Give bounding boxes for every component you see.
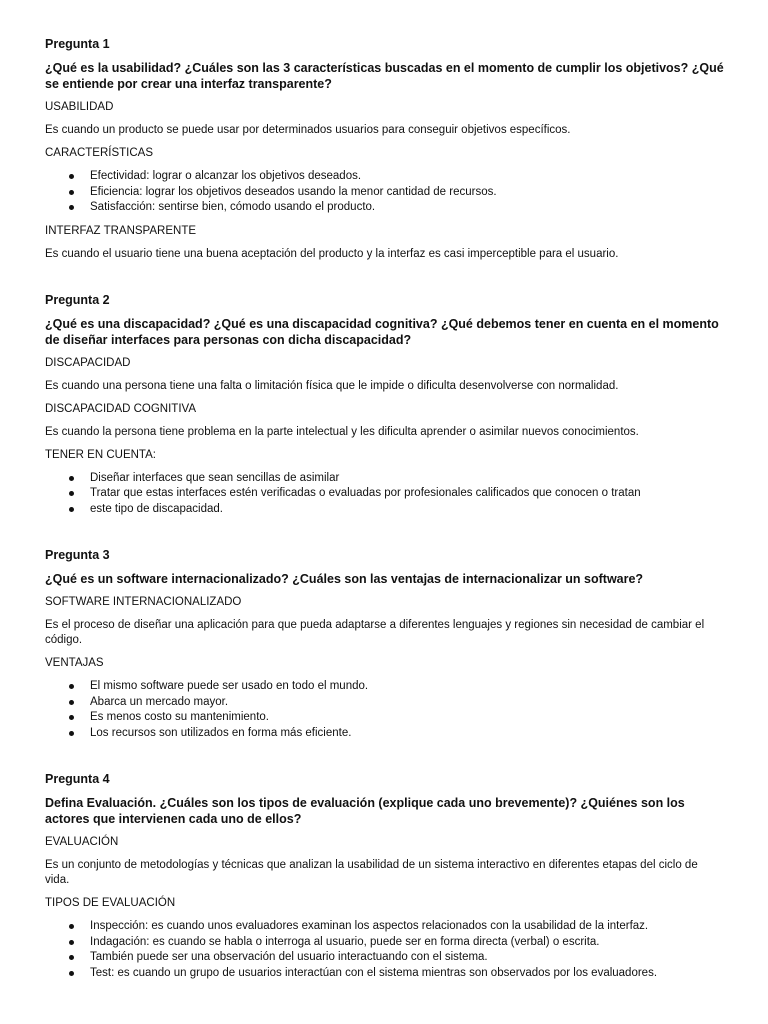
list-item-text: Inspección: es cuando unos evaluadores examinan los aspectos relacionados con la usabilidad de la interfaz. — [90, 920, 649, 932]
list-item — [45, 200, 725, 216]
list-item — [45, 919, 725, 935]
answer-heading: EVALUACIÓN — [45, 836, 119, 848]
list-item-text: También puede ser una observación del usuario interactuando con el sistema. — [90, 951, 488, 963]
section-pregunta-1 — [45, 36, 725, 262]
section-pregunta-4 — [45, 771, 725, 981]
answer-heading: DISCAPACIDAD COGNITIVA — [45, 402, 197, 415]
answer-heading: TIPOS DE EVALUACIÓN — [45, 897, 176, 909]
bullet-icon — [69, 174, 74, 179]
list-item — [45, 471, 725, 487]
bullet-list — [45, 471, 725, 518]
section-spacer — [45, 749, 725, 771]
question-number: Pregunta 2 — [45, 292, 110, 307]
bullet-icon — [69, 491, 74, 496]
list-item-text: Es menos costo su mantenimiento. — [90, 711, 269, 723]
answer-heading: TENER EN CUENTA: — [45, 448, 156, 461]
bullet-icon — [69, 476, 74, 481]
list-item-text: Abarca un mercado mayor. — [90, 695, 229, 708]
list-item — [45, 935, 725, 951]
list-item — [45, 185, 725, 201]
list-item — [45, 710, 725, 726]
document-page — [45, 36, 725, 989]
answer-paragraph: Es un conjunto de metodologías y técnicas que analizan la usabilidad de un sistema interactivo en diferentes etapas del ciclo de vida. — [45, 859, 698, 886]
answer-heading: INTERFAZ TRANSPARENTE — [45, 224, 197, 237]
bullet-icon — [69, 684, 74, 689]
bullet-list — [45, 919, 725, 981]
list-item-text: Test: es cuando un grupo de usuarios interactúan con el sistema mientras son observados por los evaluadores. — [90, 966, 658, 979]
question-number: Pregunta 1 — [45, 37, 110, 51]
answer-paragraph: Es cuando el usuario tiene una buena aceptación del producto y la interfaz es casi imperceptible para el usuario. — [45, 247, 619, 260]
bullet-icon — [69, 205, 74, 210]
list-item — [45, 695, 725, 711]
list-item-text: Tratar que estas interfaces estén verificadas o evaluadas por profesionales calificados que conocen o tratan — [90, 487, 641, 499]
answer-paragraph: Es cuando la persona tiene problema en la parte intelectual y les dificulta aprender o asimilar nuevos conocimientos. — [45, 425, 639, 438]
question-text: ¿Qué es una discapacidad? ¿Qué es una discapacidad cognitiva? ¿Qué debemos tener en cuenta en el momento de diseñar interfaces para personas con dicha discapacidad? — [45, 316, 719, 347]
question-text: ¿Qué es la usabilidad? ¿Cuáles son las 3 características buscadas en el momento de cumplir los objetivos? ¿Qué se entiende por crear una interfaz transparente? — [45, 61, 724, 91]
question-text: ¿Qué es un software internacionalizado? ¿Cuáles son las ventajas de internacionalizar un software? — [45, 572, 644, 586]
list-item — [45, 486, 725, 502]
answer-heading: SOFTWARE INTERNACIONALIZADO — [45, 596, 242, 608]
list-item-text: Efectividad: lograr o alcanzar los objetivos deseados. — [90, 170, 362, 182]
list-item-text: Satisfacción: sentirse bien, cómodo usando el producto. — [90, 201, 376, 213]
answer-heading: USABILIDAD — [45, 101, 114, 113]
list-item-text: Diseñar interfaces que sean sencillas de asimilar — [90, 471, 340, 484]
question-text: Defina Evaluación. ¿Cuáles son los tipos de evaluación (explique cada uno brevemente)? ¿Quiénes son los actores que intervienen cada uno de ellos? — [45, 796, 685, 826]
bullet-icon — [69, 190, 74, 195]
list-item-text: Eficiencia: lograr los objetivos deseados usando la menor cantidad de recursos. — [90, 185, 497, 198]
section-pregunta-3 — [45, 547, 725, 741]
answer-heading: CARACTERÍSTICAS — [45, 147, 153, 159]
bullet-icon — [69, 971, 74, 976]
list-item — [45, 726, 725, 742]
bullet-icon — [69, 731, 74, 736]
bullet-icon — [69, 507, 74, 512]
list-item — [45, 169, 725, 185]
bullet-icon — [69, 940, 74, 945]
section-spacer — [45, 270, 725, 292]
list-item-text: El mismo software puede ser usado en todo el mundo. — [90, 680, 369, 692]
bullet-icon — [69, 715, 74, 720]
bullet-list — [45, 679, 725, 741]
question-number: Pregunta 4 — [45, 772, 110, 786]
list-item-text: Indagación: es cuando se habla o interroga al usuario, puede ser en forma directa (verbal) o escrita. — [90, 935, 600, 948]
list-item — [45, 502, 725, 518]
question-number: Pregunta 3 — [45, 548, 110, 562]
answer-paragraph: Es el proceso de diseñar una aplicación para que pueda adaptarse a diferentes lenguajes y regiones sin necesidad de cambiar el código. — [45, 619, 705, 646]
answer-paragraph: Es cuando un producto se puede usar por determinados usuarios para conseguir objetivos específicos. — [45, 124, 571, 136]
list-item-text: Los recursos son utilizados en forma más eficiente. — [90, 726, 352, 739]
section-pregunta-2 — [45, 292, 725, 518]
bullet-icon — [69, 924, 74, 929]
bullet-icon — [69, 955, 74, 960]
list-item-text: este tipo de discapacidad. — [90, 502, 223, 515]
list-item — [45, 966, 725, 982]
list-item — [45, 679, 725, 695]
section-spacer — [45, 525, 725, 547]
list-item — [45, 950, 725, 966]
answer-paragraph: Es cuando una persona tiene una falta o limitación física que le impide o dificulta desenvolverse con normalidad. — [45, 379, 619, 392]
bullet-list — [45, 169, 725, 216]
answer-heading: VENTAJAS — [45, 657, 104, 669]
bullet-icon — [69, 700, 74, 705]
answer-heading: DISCAPACIDAD — [45, 356, 131, 369]
